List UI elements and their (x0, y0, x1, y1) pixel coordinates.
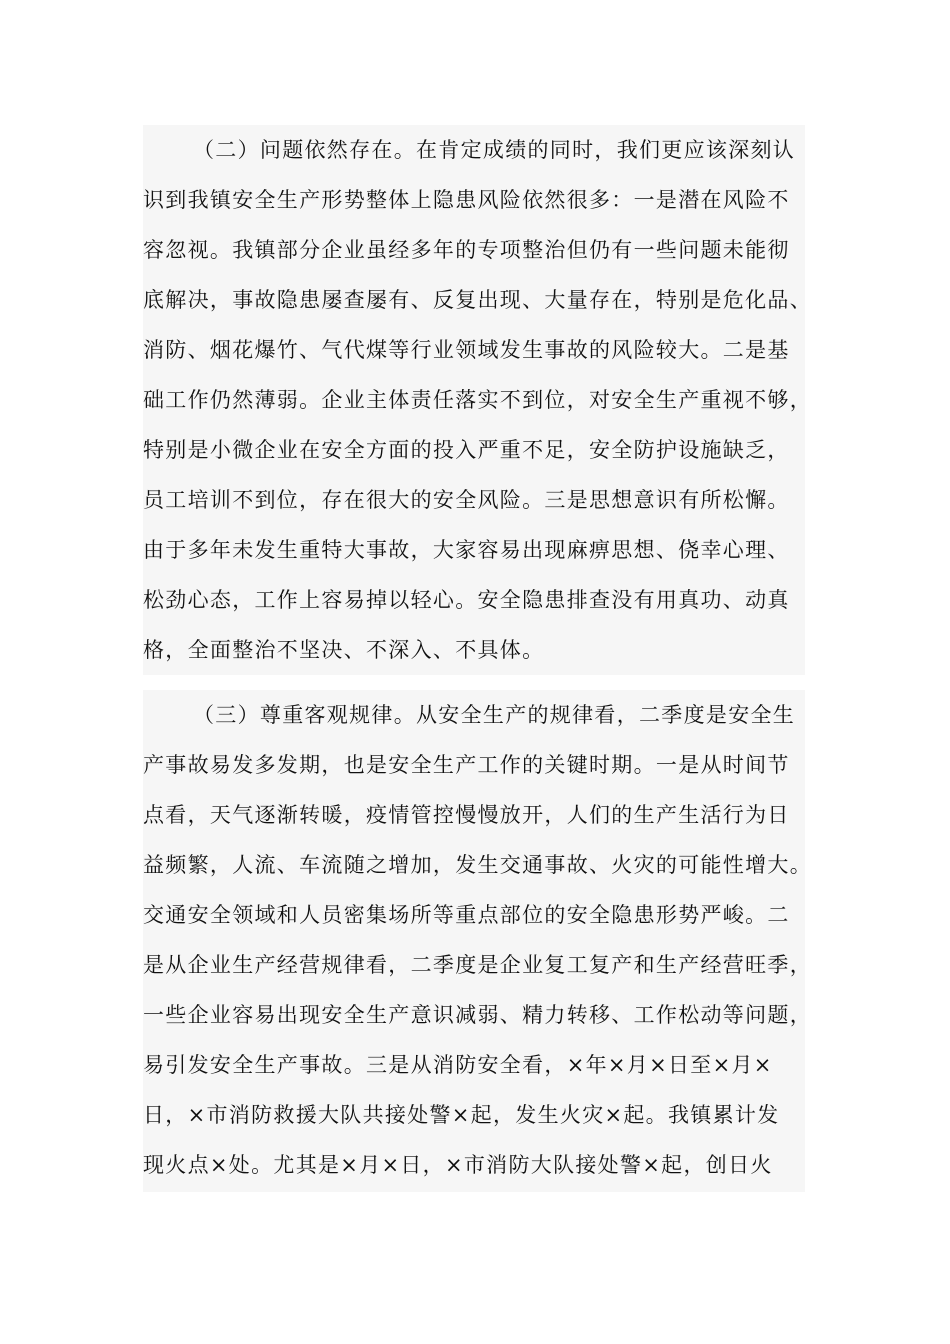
paragraph-line: 一些企业容易出现安全生产意识减弱、精力转移、工作松动等问题， (143, 1003, 812, 1027)
paragraph-line: 易引发安全生产事故。三是从消防安全看，×年×月×日至×月× (143, 1053, 773, 1077)
paragraph-line: 特别是小微企业在安全方面的投入严重不足，安全防护设施缺乏， (143, 438, 790, 462)
paragraph-line: 础工作仍然薄弱。企业主体责任落实不到位，对安全生产重视不够， (143, 388, 812, 412)
paragraph-line: 松劲心态，工作上容易掉以轻心。安全隐患排查没有用真功、动真 (143, 588, 790, 612)
paragraph-line: （二）问题依然存在。在肯定成绩的同时，我们更应该深刻认 (193, 138, 796, 162)
paragraph-line: 点看，天气逐渐转暖，疫情管控慢慢放开，人们的生产生活行为日 (143, 803, 790, 827)
paragraph-3-objective-laws (143, 690, 812, 1192)
paragraph-line: 由于多年未发生重特大事故，大家容易出现麻痹思想、侥幸心理、 (143, 538, 790, 562)
paragraph-line: 是从企业生产经营规律看，二季度是企业复工复产和生产经营旺季， (143, 953, 812, 977)
paragraph-line: 日，×市消防救援大队共接处警×起，发生火灾×起。我镇累计发 (143, 1103, 780, 1127)
paragraph-line: 交通安全领域和人员密集场所等重点部位的安全隐患形势严峻。二 (143, 903, 790, 927)
paragraph-line: （三）尊重客观规律。从安全生产的规律看，二季度是安全生 (193, 703, 796, 727)
paragraph-line: 消防、烟花爆竹、气代煤等行业领域发生事故的风险较大。二是基 (143, 338, 790, 362)
paragraph-2-problems-remain (143, 125, 812, 675)
paragraph-line: 益频繁，人流、车流随之增加，发生交通事故、火灾的可能性增大。 (143, 853, 812, 877)
paragraph-line: 容忽视。我镇部分企业虽经多年的专项整治但仍有一些问题未能彻 (143, 238, 790, 262)
paragraph-line: 员工培训不到位，存在很大的安全风险。三是思想意识有所松懈。 (143, 488, 790, 512)
paragraph-line: 现火点×处。尤其是×月×日，×市消防大队接处警×起，创日火 (143, 1153, 773, 1177)
paragraph-line: 底解决，事故隐患屡查屡有、反复出现、大量存在，特别是危化品、 (143, 288, 812, 312)
paragraph-line: 格，全面整治不坚决、不深入、不具体。 (143, 638, 545, 662)
paragraph-line: 识到我镇安全生产形势整体上隐患风险依然很多：一是潜在风险不 (143, 188, 790, 212)
paragraph-line: 产事故易发多发期，也是安全生产工作的关键时期。一是从时间节 (143, 753, 790, 777)
